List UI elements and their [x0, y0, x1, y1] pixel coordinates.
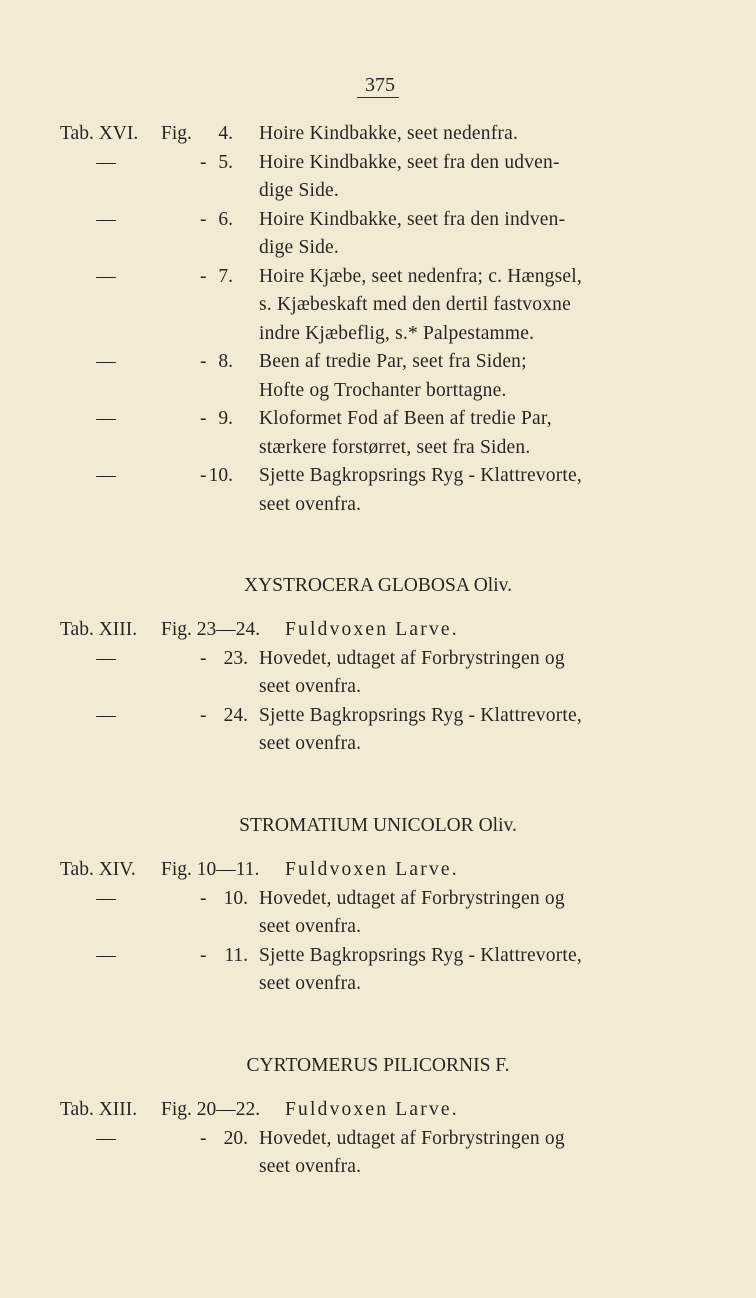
- entry-text: Sjette Bagkropsrings Ryg - Klattrevorte,: [259, 704, 582, 726]
- ditto-dash: —: [96, 944, 116, 966]
- entry-line: [0, 730, 756, 759]
- ditto-hyphen: -: [200, 944, 207, 966]
- entry-text: Hovedet, udtaget af Forbrystringen og: [259, 1127, 565, 1149]
- ditto-dash: —: [96, 151, 116, 173]
- fig-number: 9.: [218, 408, 233, 429]
- block-tab-xiii-cyrtomerus: [0, 1096, 756, 1182]
- entry-text: seet ovenfra.: [259, 916, 362, 937]
- entry-text: seet ovenfra.: [259, 676, 362, 697]
- fig-number: 10.: [208, 465, 233, 486]
- entry-line: [0, 149, 756, 178]
- heading-description: Fuldvoxen Larve.: [285, 1099, 459, 1120]
- fig-label: Fig.: [161, 123, 192, 144]
- ditto-dash: —: [96, 208, 116, 230]
- ditto-hyphen: -: [200, 887, 207, 909]
- entry-text: Hovedet, udtaget af Forbrystringen og: [259, 887, 565, 909]
- species-heading-stromatium: STROMATIUM UNICOLOR Oliv.: [239, 815, 517, 836]
- entry-line: [0, 491, 756, 520]
- ditto-dash: —: [96, 465, 116, 486]
- entry-text: Sjette Bagkropsrings Ryg - Klattrevorte,: [259, 465, 582, 486]
- entry-text: Hoire Kindbakke, seet fra den udven-: [259, 151, 560, 173]
- entry-text: seet ovenfra.: [259, 493, 362, 515]
- heading-description: Fuldvoxen Larve.: [285, 859, 459, 880]
- ditto-hyphen: -: [200, 408, 207, 429]
- entry-line: [0, 405, 756, 434]
- ditto-dash: —: [96, 647, 116, 669]
- entry-text: Hovedet, udtaget af Forbrystringen og: [259, 647, 565, 669]
- entry-text: seet ovenfra.: [259, 733, 362, 754]
- fig-number: 8.: [218, 351, 233, 372]
- block-tab-xvi: [0, 120, 756, 519]
- entry-text: Hoire Kindbakke, seet fra den indven-: [259, 208, 566, 230]
- fig-number: 20.: [223, 1127, 248, 1149]
- ditto-dash: —: [96, 704, 116, 726]
- species-heading-xystrocera: XYSTROCERA GLOBOSA Oliv.: [244, 575, 512, 596]
- tab-label: Tab. XIII.: [60, 1099, 138, 1120]
- ditto-hyphen: -: [200, 265, 207, 287]
- entry-line: [0, 206, 756, 235]
- ditto-hyphen: -: [200, 151, 207, 173]
- species-heading-cyrtomerus: CYRTOMERUS PILICORNIS F.: [246, 1055, 510, 1076]
- fig-range: Fig. 10—11.: [161, 859, 260, 880]
- entry-text: stærkere forstørret, seet fra Siden.: [259, 436, 531, 458]
- entry-text: seet ovenfra.: [259, 1156, 362, 1177]
- entry-text: Sjette Bagkropsrings Ryg - Klattrevorte,: [259, 944, 582, 966]
- page-number: 375: [0, 74, 756, 97]
- tab-label: Tab. XVI.: [60, 123, 139, 144]
- entry-text: Hoire Kindbakke, seet nedenfra.: [259, 123, 519, 144]
- ditto-dash: —: [96, 1127, 116, 1149]
- entry-line: [0, 234, 756, 263]
- block-tab-xiii-xystrocera: [0, 616, 756, 759]
- entry-text: indre Kjæbeflig, s.* Palpestamme.: [259, 322, 535, 344]
- fig-number: 6.: [218, 208, 233, 230]
- entry-line: [0, 377, 756, 406]
- ditto-hyphen: -: [200, 465, 207, 486]
- entry-line: [0, 291, 756, 320]
- entry-line: [0, 462, 756, 491]
- fig-range: Fig. 20—22.: [161, 1099, 261, 1120]
- entry-line: [0, 645, 756, 674]
- block-tab-xiv-stromatium: [0, 856, 756, 999]
- tab-label: Tab. XIII.: [60, 619, 138, 640]
- entry-line: [0, 177, 756, 206]
- fig-number: 11.: [224, 944, 248, 966]
- entry-line: [0, 913, 756, 942]
- entry-text: Hofte og Trochanter borttagne.: [259, 379, 507, 401]
- heading-description: Fuldvoxen Larve.: [285, 619, 459, 640]
- ditto-hyphen: -: [200, 351, 207, 372]
- tab-label: Tab. XIV.: [60, 859, 136, 880]
- fig-number: 7.: [218, 265, 233, 287]
- entry-line: [0, 942, 756, 971]
- fig-number: 24.: [223, 704, 248, 726]
- entry-text: Been af tredie Par, seet fra Siden;: [259, 351, 527, 372]
- entry-line: [0, 970, 756, 999]
- entry-text: Hoire Kjæbe, seet nedenfra; c. Hængsel,: [259, 265, 582, 287]
- fig-range: Fig. 23—24.: [161, 619, 261, 640]
- entry-line: [0, 263, 756, 292]
- entry-line: [0, 673, 756, 702]
- entry-text: seet ovenfra.: [259, 973, 362, 994]
- fig-number: 5.: [218, 151, 233, 173]
- ditto-hyphen: -: [200, 1127, 207, 1149]
- block-heading-line: [0, 856, 756, 885]
- entry-line: [0, 120, 756, 149]
- entry-line: [0, 702, 756, 731]
- ditto-hyphen: -: [200, 208, 207, 230]
- ditto-hyphen: -: [200, 704, 207, 726]
- ditto-dash: —: [96, 265, 116, 287]
- ditto-dash: —: [96, 887, 116, 909]
- entry-line: [0, 1153, 756, 1182]
- entry-line: [0, 885, 756, 914]
- block-heading-line: [0, 616, 756, 645]
- fig-number: 4.: [218, 123, 233, 144]
- ditto-dash: —: [96, 351, 116, 372]
- ditto-dash: —: [96, 408, 116, 429]
- fig-number: 23.: [223, 647, 248, 669]
- block-heading-line: [0, 1096, 756, 1125]
- entry-line: [0, 434, 756, 463]
- ditto-hyphen: -: [200, 647, 207, 669]
- entry-line: [0, 320, 756, 349]
- entry-text: Kloformet Fod af Been af tredie Par,: [259, 408, 552, 429]
- entry-text: dige Side.: [259, 180, 339, 201]
- fig-number: 10.: [223, 887, 248, 909]
- entry-line: [0, 348, 756, 377]
- entry-text: s. Kjæbeskaft med den dertil fastvoxne: [259, 294, 571, 315]
- entry-text: dige Side.: [259, 237, 339, 258]
- entry-line: [0, 1125, 756, 1154]
